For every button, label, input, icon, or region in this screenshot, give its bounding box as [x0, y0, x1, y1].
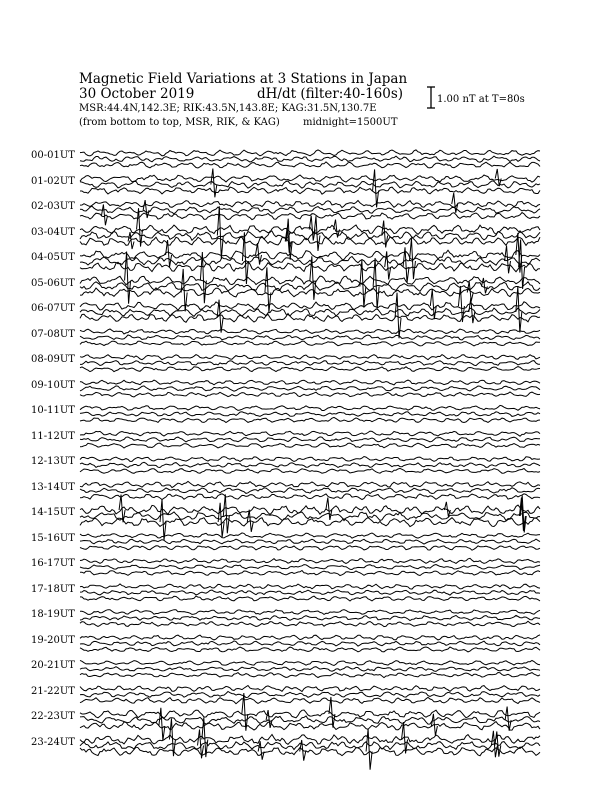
- row-label: 05-06UT: [31, 277, 75, 289]
- trace-rik: [80, 437, 540, 442]
- row-label: 11-12UT: [31, 430, 75, 442]
- row-label: 17-18UT: [31, 583, 75, 595]
- trace-msr: [80, 546, 540, 551]
- chart-title: Magnetic Field Variations at 3 Stations in Japan: [79, 71, 408, 87]
- trace-kag: [80, 250, 540, 259]
- row-label: 00-01UT: [31, 150, 75, 161]
- trace-spike: [467, 282, 473, 302]
- scale-bar: [427, 87, 435, 108]
- row-label: 14-15UT: [31, 507, 75, 518]
- trace-rik: [80, 308, 540, 317]
- trace-kag: [80, 481, 540, 487]
- trace-rik: [80, 539, 540, 544]
- trace-kag: [80, 710, 540, 718]
- order-note: (from bottom to top, MSR, RIK, & KAG): [79, 117, 280, 128]
- row-label: 12-13UT: [31, 456, 75, 467]
- trace-msr: [80, 262, 540, 272]
- row-label: 10-11UT: [31, 405, 75, 416]
- quantity-label: dH/dt (filter:40-160s): [257, 86, 404, 102]
- trace-rik: [80, 181, 540, 188]
- trace-kag: [80, 355, 540, 360]
- trace-spike: [218, 503, 224, 538]
- trace-kag: [80, 150, 540, 156]
- trace-spike: [481, 278, 487, 293]
- trace-msr: [80, 468, 540, 473]
- trace-msr: [80, 673, 540, 678]
- trace-rik: [80, 716, 540, 724]
- trace-rik: [80, 667, 540, 672]
- trace-kag: [80, 686, 540, 692]
- trace-rik: [80, 412, 540, 417]
- trace-rik: [80, 742, 540, 750]
- row-label: 07-08UT: [31, 328, 75, 340]
- row-label: 04-05UT: [31, 252, 75, 263]
- row-label: 06-07UT: [31, 303, 75, 314]
- row-label: 13-14UT: [31, 481, 75, 493]
- trace-spike: [402, 722, 408, 753]
- trace-msr: [80, 596, 540, 601]
- trace-msr: [80, 341, 540, 346]
- trace-kag: [80, 660, 540, 665]
- row-label: 22-23UT: [31, 711, 75, 722]
- row-label: 01-02UT: [31, 175, 75, 187]
- row-label: 08-09UT: [31, 354, 75, 365]
- row-label: 18-19UT: [31, 609, 75, 620]
- row-label: 16-17UT: [31, 558, 75, 569]
- trace-spike: [326, 498, 332, 520]
- trace-kag: [80, 405, 540, 410]
- row-label: 19-20UT: [31, 634, 75, 646]
- trace-msr: [80, 571, 540, 576]
- trace-msr: [80, 443, 540, 448]
- trace-msr: [80, 367, 540, 372]
- trace-rik: [80, 488, 540, 494]
- scale-bar-label: 1.00 nT at T=80s: [437, 94, 525, 105]
- trace-msr: [80, 162, 540, 168]
- trace-kag: [80, 457, 540, 462]
- trace-msr: [80, 494, 540, 500]
- midnight-note: midnight=1500UT: [303, 117, 398, 128]
- trace-group: [80, 150, 540, 770]
- trace-msr: [80, 722, 540, 731]
- trace-msr: [80, 647, 540, 652]
- trace-kag: [80, 380, 540, 385]
- trace-spike: [266, 710, 272, 728]
- trace-kag: [80, 558, 540, 563]
- trace-spike: [159, 708, 165, 741]
- trace-spike: [373, 169, 379, 207]
- trace-msr: [80, 747, 540, 756]
- row-label: 20-21UT: [31, 660, 75, 671]
- row-label: 21-22UT: [31, 685, 75, 697]
- trace-kag: [80, 584, 540, 589]
- trace-spike: [223, 494, 229, 533]
- row-label: 23-24UT: [31, 736, 75, 748]
- row-label: 15-16UT: [31, 532, 75, 544]
- trace-kag: [80, 635, 540, 640]
- date-label: 30 October 2019: [79, 86, 195, 102]
- trace-rik: [80, 615, 540, 620]
- row-label: 09-10UT: [31, 379, 75, 391]
- stations-label: MSR:44.4N,142.3E; RIK:43.5N,143.8E; KAG:31.5N,130.7E: [79, 103, 377, 114]
- trace-kag: [80, 431, 540, 436]
- trace-kag: [80, 329, 540, 334]
- trace-spike: [247, 510, 253, 532]
- trace-rik: [80, 335, 540, 340]
- trace-rik: [80, 361, 540, 366]
- trace-spike: [258, 741, 264, 760]
- trace-rik: [80, 156, 540, 162]
- trace-rik: [80, 386, 540, 391]
- trace-rik: [80, 462, 540, 467]
- trace-rik: [80, 231, 540, 241]
- trace-msr: [80, 392, 540, 397]
- trace-msr: [80, 621, 540, 626]
- trace-msr: [80, 213, 540, 220]
- trace-spike: [160, 499, 166, 540]
- trace-msr: [80, 518, 540, 527]
- row-label: 03-04UT: [31, 226, 75, 238]
- trace-kag: [80, 610, 540, 615]
- trace-kag: [80, 505, 540, 514]
- trace-rik: [80, 692, 540, 698]
- row-label: 02-03UT: [31, 201, 75, 212]
- trace-kag: [80, 175, 540, 182]
- trace-msr: [80, 417, 540, 422]
- trace-msr: [80, 697, 540, 703]
- trace-spike: [366, 729, 372, 770]
- trace-msr: [80, 187, 540, 194]
- trace-rik: [80, 565, 540, 570]
- trace-kag: [80, 201, 540, 208]
- trace-rik: [80, 206, 540, 214]
- trace-rik: [80, 641, 540, 646]
- trace-kag: [80, 533, 540, 538]
- trace-rik: [80, 590, 540, 595]
